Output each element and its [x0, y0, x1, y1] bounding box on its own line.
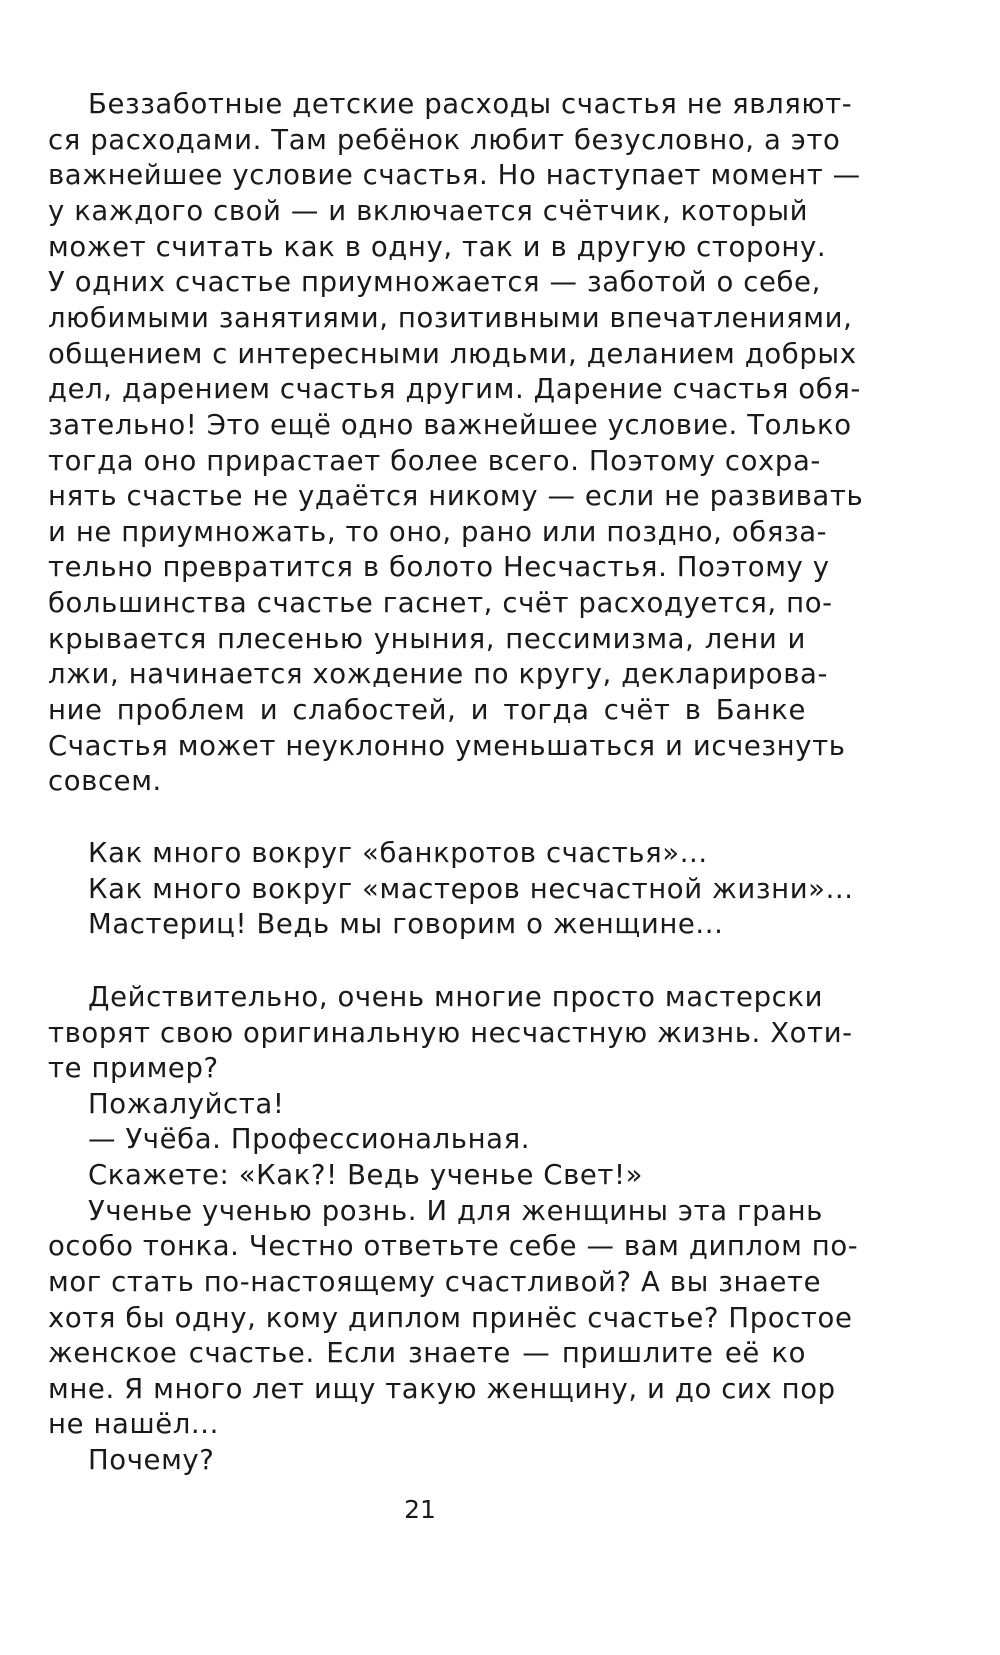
text-line: творят свою оригинальную несчастную жизнь. Хоти-: [48, 1017, 853, 1049]
text-line: любимыми занятиями, позитивными впечатлениями,: [48, 302, 853, 334]
stanza-line: Как много вокруг «мастеров несчастной жизни»...: [88, 873, 854, 905]
text-line: Ученье ученью рознь. И для женщины эта грань: [88, 1195, 823, 1227]
stanza-line: Мастериц! Ведь мы говорим о женщине...: [88, 908, 724, 940]
stanza-line: Как много вокруг «банкротов счастья»...: [88, 837, 708, 869]
text-line: нять счастье не удаётся никому — если не развивать: [48, 480, 864, 512]
text-line: может считать как в одну, так и в другую сторону.: [48, 231, 827, 263]
text-line: женское счастье. Если знаете — пришлите её ко: [48, 1337, 806, 1369]
text-line: мне. Я много лет ищу такую женщину, и до сих пор: [48, 1373, 836, 1405]
text-line: крывается плесенью уныния, пессимизма, лени и: [48, 623, 806, 655]
text-line: Счастья может неуклонно уменьшаться и исчезнуть: [48, 730, 846, 762]
text-line: — Учёба. Профессиональная.: [88, 1123, 531, 1155]
text-line: Почему?: [88, 1444, 215, 1476]
text-line: у каждого свой — и включается счётчик, который: [48, 195, 809, 227]
text-line: большинства счастье гаснет, счёт расходуется, по-: [48, 587, 833, 619]
text-line: У одних счастье приумножается — заботой о себе,: [48, 266, 821, 298]
text-line: ние проблем и слабостей, и тогда счёт в Банке: [48, 694, 806, 726]
text-line: хотя бы одну, кому диплом принёс счастье? Простое: [48, 1302, 853, 1334]
text-line: тогда оно прирастает более всего. Поэтому сохра-: [48, 445, 821, 477]
text-line: зательно! Это ещё одно важнейшее условие. Только: [48, 409, 852, 441]
text-line: важнейшее условие счастья. Но наступает момент —: [48, 159, 861, 191]
text-line: Пожалуйста!: [88, 1088, 285, 1120]
text-line: Беззаботные детские расходы счастья не являют-: [88, 88, 853, 120]
text-line: тельно превратится в болото Несчастья. Поэтому у: [48, 551, 830, 583]
text-line: общением с интересными людьми, деланием добрых: [48, 338, 857, 370]
text-line: Действительно, очень многие просто мастерски: [88, 981, 824, 1013]
text-line: и не приумножать, то оно, рано или поздно, обяза-: [48, 516, 828, 548]
text-line: совсем.: [48, 765, 162, 797]
text-line: Скажете: «Как?! Ведь ученье Свет!»: [88, 1159, 644, 1191]
text-line: те пример?: [48, 1052, 219, 1084]
text-line: дел, дарением счастья другим. Дарение счастья обя-: [48, 373, 861, 405]
text-line: ся расходами. Там ребёнок любит безусловно, а это: [48, 124, 841, 156]
text-line: особо тонка. Честно ответьте себе — вам диплом по-: [48, 1230, 859, 1262]
text-line: мог стать по-настоящему счастливой? А вы знаете: [48, 1266, 822, 1298]
text-line: не нашёл...: [48, 1408, 219, 1440]
text-line: лжи, начинается хождение по кругу, декларирова-: [48, 658, 829, 690]
page-number: 21: [404, 1495, 436, 1524]
